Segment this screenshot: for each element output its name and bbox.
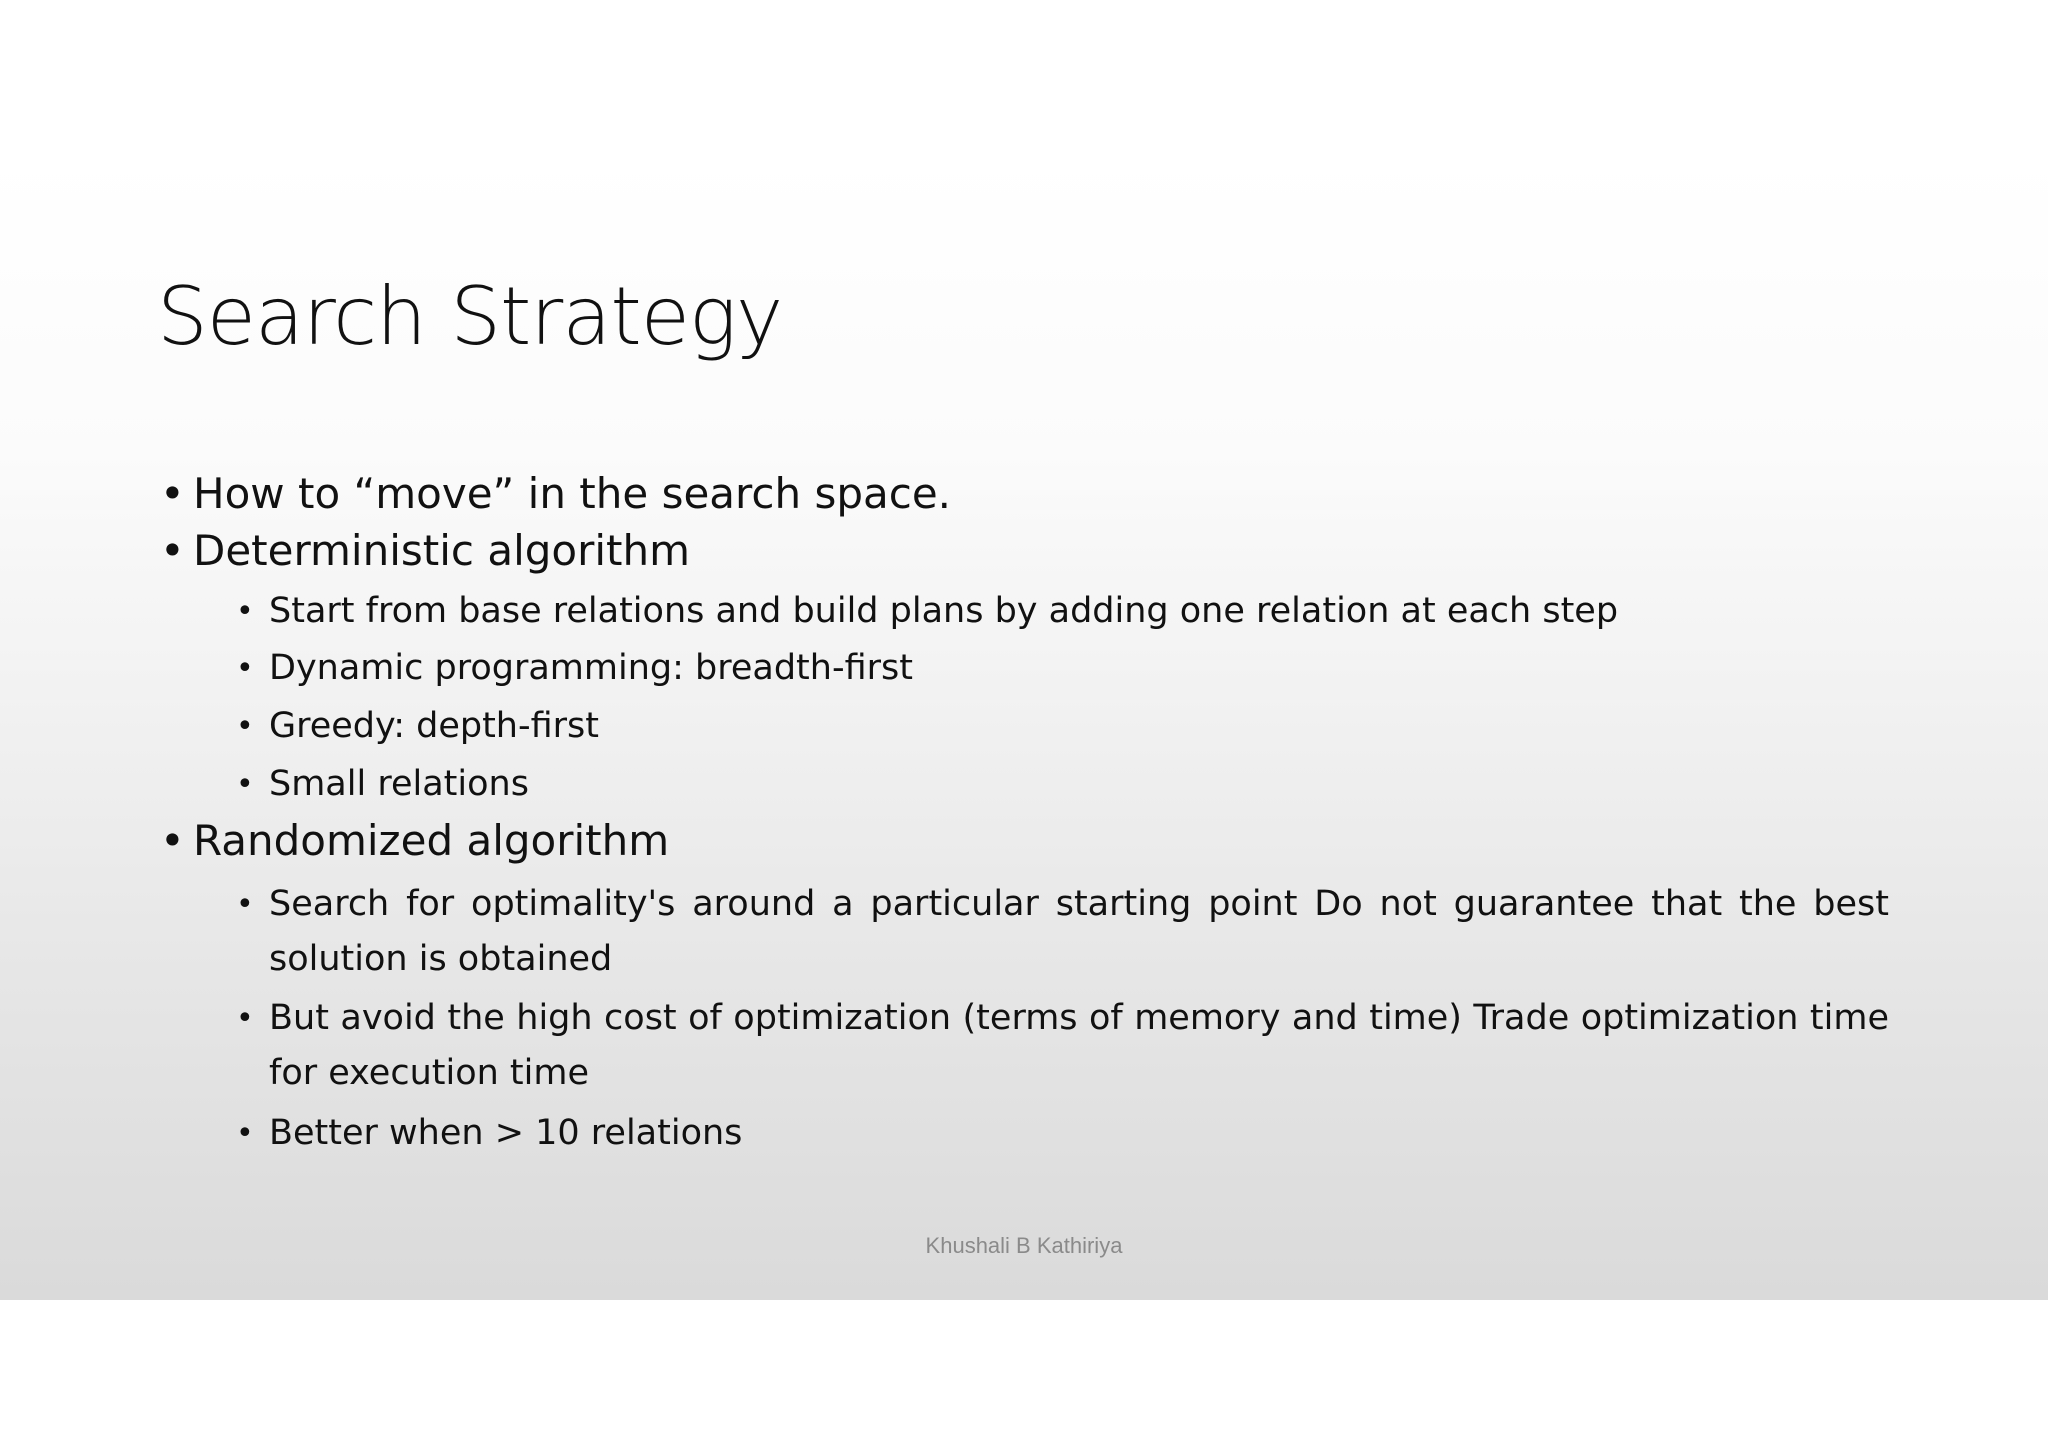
bullet-text: Start from base relations and build plans by adding one relation at each step (269, 591, 1619, 631)
bullet-dot: • (236, 1001, 254, 1036)
bullet-dot: • (236, 1116, 254, 1151)
slide-title: Search Strategy (157, 270, 783, 363)
bullet-dot: • (236, 651, 254, 686)
bullet-dot: • (160, 816, 185, 865)
bullet-dot: • (236, 594, 254, 629)
bullet-text: But avoid the high cost of optimization (terms of memory and time) Trade optimization time for execution time (269, 998, 1889, 1093)
bullet-text: Greedy: depth-first (269, 706, 600, 746)
bullet-dot: • (160, 469, 185, 518)
bullet-text: Better when > 10 relations (269, 1113, 743, 1153)
bullet-text: Search for optimality's around a particular starting point Do not guarantee that the best solution is obtained (269, 884, 1889, 979)
bullet-text: Small relations (269, 764, 529, 804)
bullet-text: Deterministic algorithm (193, 526, 691, 575)
bullet-dot: • (236, 767, 254, 802)
bullet-text: Dynamic programming: breadth-first (269, 648, 913, 688)
bullet-text: Randomized algorithm (193, 816, 670, 865)
bullet-dot: • (160, 526, 185, 575)
bullet-dot: • (236, 709, 254, 744)
slide-footer: Khushali B Kathiriya (925, 1233, 1123, 1258)
bullet-dot: • (236, 887, 254, 922)
bullet-text: How to “move” in the search space. (193, 469, 952, 518)
